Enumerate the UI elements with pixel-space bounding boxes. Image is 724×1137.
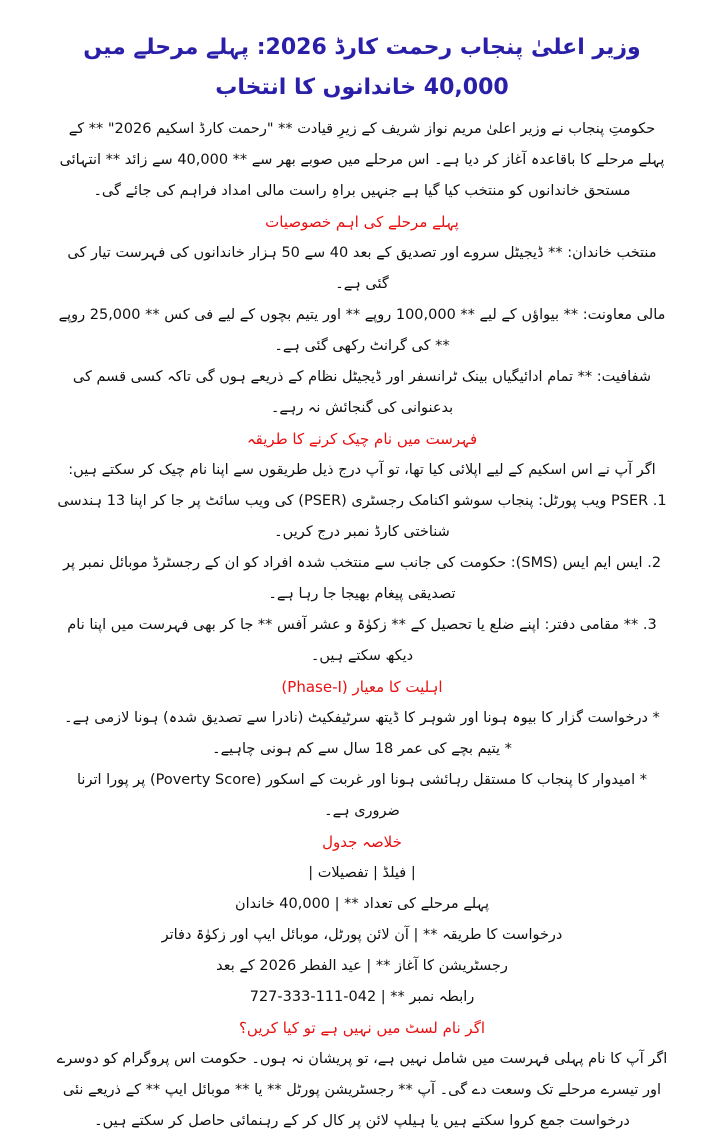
eligibility-heading: اہلیت کا معیار (Phase-I): [281, 678, 443, 696]
eligibility-item: * یتیم بچے کی عمر 18 سال سے کم ہونی چاہیے۔: [212, 741, 512, 757]
summary-heading: خلاصہ جدول: [322, 833, 402, 851]
page-title: وزیر اعلیٰ پنجاب رحمت کارڈ 2026: پہلے مرحلے میں 40,000 خاندانوں کا انتخاب: [83, 35, 641, 100]
check-heading: فہرست میں نام چیک کرنے کا طریقہ: [246, 430, 478, 448]
intro-paragraph: حکومتِ پنجاب نے وزیر اعلیٰ مریم نواز شریف کے زیرِ قیادت ** "رحمت کارڈ اسکیم 2026" ** کے پہلے مرحلے کا باقاعدہ آغاز کر دیا ہے۔ اس مرحلے میں صوبے بھر سے ** 40,000 سے زائد ** انتہائی مستحق خاندانوں کو منتخب کیا گیا ہے جنہیں براہِ راست مالی امداد فراہم کی جائے گی۔: [59, 121, 665, 199]
feature-item: منتخب خاندان: ** ڈیجیٹل سروے اور تصدیق کے بعد 40 سے 50 ہزار خاندانوں کی فہرست تیار کی گئی ہے۔: [67, 245, 657, 292]
check-item: 2. ایس ایم ایس (SMS): حکومت کی جانب سے منتخب شدہ افراد کو ان کے رجسٹرڈ موبائل نمبر پر تصدیقی پیغام بھیجا جا رہا ہے۔: [62, 555, 662, 602]
summary-row: رجسٹریشن کا آغاز ** | عید الفطر 2026 کے بعد: [216, 958, 508, 974]
eligibility-item: * امیدوار کا پنجاب کا مستقل رہائشی ہونا اور غربت کے اسکور (Poverty Score) پر پورا اترنا ضروری ہے۔: [77, 772, 647, 819]
not-listed-paragraph: اگر آپ کا نام پہلی فہرست میں شامل نہیں ہے، تو پریشان نہ ہوں۔ حکومت اس پروگرام کو دوسرے اور تیسرے مرحلے تک وسعت دے گی۔ آپ ** رجسٹریشن پورٹل ** یا ** موبائل ایپ ** کے ذریعے نئی درخواست جمع کروا سکتے ہیں یا ہیلپ لائن پر کال کر کے رہنمائی حاصل کر سکتے ہیں۔: [56, 1051, 668, 1129]
check-item: 1. PSER ویب پورٹل: پنجاب سوشو اکنامک رجسٹری (PSER) کی ویب سائٹ پر جا کر اپنا 13 ہندسی شناختی کارڈ نمبر درج کریں۔: [57, 493, 667, 540]
check-item: 3. ** مقامی دفتر: اپنے ضلع یا تحصیل کے ** زکوٰۃ و عشر آفس ** جا کر بھی فہرست میں اپنا نام دیکھ سکتے ہیں۔: [67, 617, 657, 664]
summary-row: درخواست کا طریقہ ** | آن لائن پورٹل، موبائل ایپ اور زکوٰۃ دفاتر: [161, 927, 563, 943]
summary-row: پہلے مرحلے کی تعداد ** | 40,000 خاندان: [234, 896, 490, 912]
check-lead: اگر آپ نے اس اسکیم کے لیے اپلائی کیا تھا، تو آپ درج ذیل طریقوں سے اپنا نام چیک کر سکتے ہیں:: [68, 462, 656, 478]
not-listed-heading: اگر نام لسٹ میں نہیں ہے تو کیا کریں؟: [238, 1019, 486, 1037]
features-heading: پہلے مرحلے کی اہم خصوصیات: [265, 213, 459, 231]
summary-row: رابطہ نمبر ** | 042-111-333-727: [249, 989, 475, 1005]
summary-header-row: | فیلڈ | تفصیلات |: [308, 865, 416, 881]
feature-item: شفافیت: ** تمام ادائیگیاں بینک ٹرانسفر اور ڈیجیٹل نظام کے ذریعے ہوں گی تاکہ کسی قسم کی بدعنوانی کی گنجائش نہ رہے۔: [72, 369, 652, 416]
eligibility-item: * درخواست گزار کا بیوہ ہونا اور شوہر کا ڈیتھ سرٹیفکیٹ (نادرا سے تصدیق شدہ) ہونا لازمی ہے۔: [64, 710, 660, 726]
feature-item: مالی معاونت: ** بیواؤں کے لیے ** 100,000 روپے ** اور یتیم بچوں کے لیے فی کس ** 25,000 روپے ** کی گرانٹ رکھی گئی ہے۔: [58, 307, 666, 354]
